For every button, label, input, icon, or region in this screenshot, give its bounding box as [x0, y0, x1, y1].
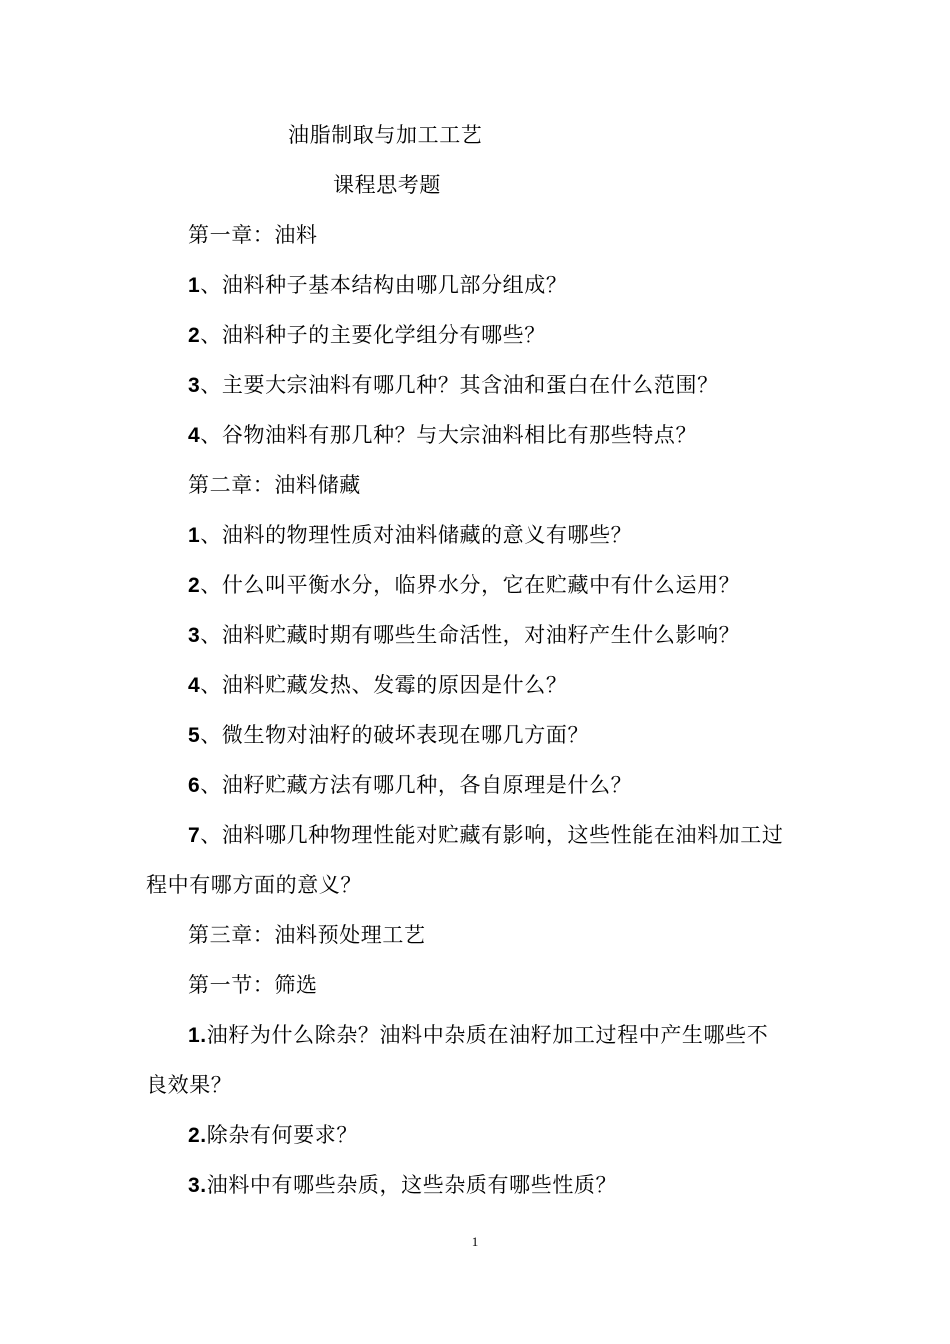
section-heading: 第一节：筛选: [188, 973, 318, 997]
question-item: 2、油料种子的主要化学组分有哪些？: [188, 323, 546, 347]
chapter-heading: 第三章：油料预处理工艺: [188, 923, 426, 947]
question-item: 3、主要大宗油料有哪几种？其含油和蛋白在什么范围？: [188, 373, 719, 397]
page-number: 1: [471, 1234, 479, 1249]
question-item: 3.油料中有哪些杂质，这些杂质有哪些性质？: [188, 1173, 618, 1197]
question-item: 6、油籽贮藏方法有哪几种，各自原理是什么？: [188, 773, 633, 797]
question-item: 1、油料的物理性质对油料储藏的意义有哪些？: [188, 523, 633, 547]
chapter-heading: 第二章：油料储藏: [188, 473, 361, 497]
question-item: 4、谷物油料有那几种？与大宗油料相比有那些特点？: [188, 423, 698, 447]
chapter-heading: 第一章：油料: [188, 223, 318, 247]
question-item: 3、油料贮藏时期有哪些生命活性，对油籽产生什么影响？: [188, 623, 741, 647]
question-item: 2.除杂有何要求？: [188, 1123, 358, 1147]
question-item: 1、油料种子基本结构由哪几部分组成？: [188, 273, 568, 297]
question-item: 7、油料哪几种物理性能对贮藏有影响，这些性能在油料加工过: [188, 823, 784, 847]
question-item: 5、微生物对油籽的破坏表现在哪几方面？: [188, 723, 590, 747]
question-item-continuation: 良效果？: [146, 1073, 233, 1097]
document-subtitle: 课程思考题: [333, 173, 441, 197]
question-item: 2、什么叫平衡水分，临界水分，它在贮藏中有什么运用？: [188, 573, 741, 597]
document-title: 油脂制取与加工工艺: [288, 123, 483, 147]
question-item: 1.油籽为什么除杂？油料中杂质在油籽加工过程中产生哪些不: [188, 1023, 769, 1047]
question-item: 4、油料贮藏发热、发霉的原因是什么？: [188, 673, 568, 697]
question-item-continuation: 程中有哪方面的意义？: [146, 873, 362, 897]
